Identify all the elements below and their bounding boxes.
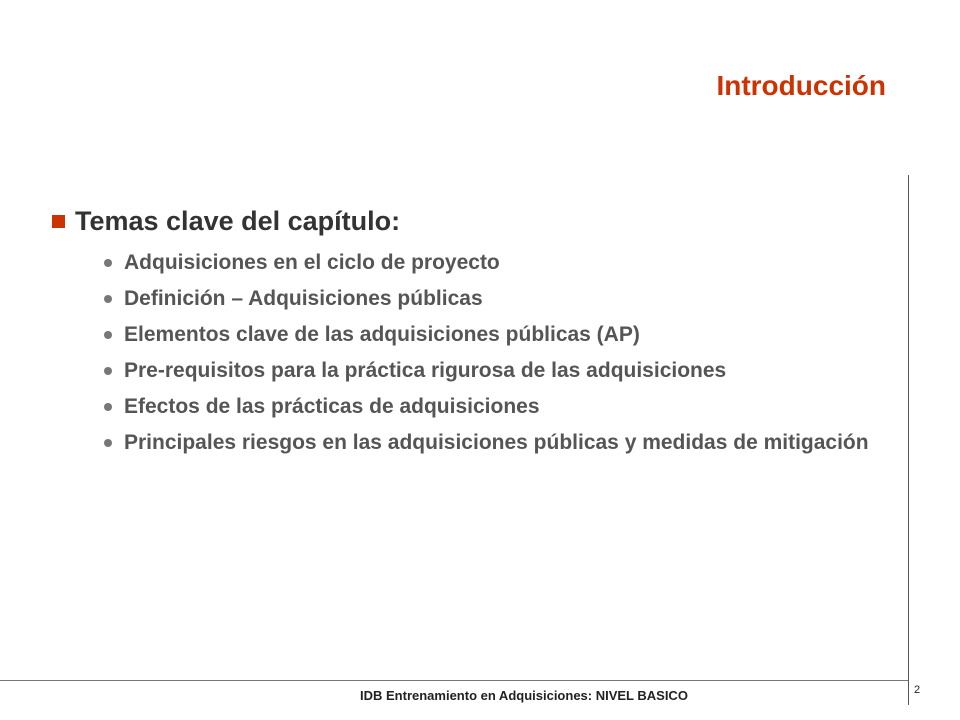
round-bullet-icon [104,403,112,411]
bullet-item [104,430,872,456]
page-number: 2 [914,684,921,696]
round-bullet-icon [104,439,112,447]
bullet-item [104,250,872,276]
bullet-text: Principales riesgos en las adquisiciones públicas y medidas de mitigación [124,431,869,454]
vertical-divider [908,175,909,705]
section-heading-text: Temas clave del capítulo: [75,206,401,236]
bullet-text: Adquisiciones en el ciclo de proyecto [124,251,500,274]
square-bullet-icon [52,215,65,228]
bullet-text: Efectos de las prácticas de adquisiciones [124,395,540,418]
bullet-text: Definición – Adquisiciones públicas [124,287,483,310]
footer-text: IDB Entrenamiento en Adquisiciones: NIVEL BASICO [360,688,688,703]
round-bullet-icon [104,331,112,339]
slide-title: Introducción [716,70,886,101]
round-bullet-icon [104,367,112,375]
bullet-list [104,250,872,466]
round-bullet-icon [104,259,112,267]
bullet-text: Pre-requisitos para la práctica rigurosa de las adquisiciones [124,359,727,382]
bullet-item [104,286,872,312]
bullet-item [104,358,872,384]
bullet-item [104,394,872,420]
bullet-text: Elementos clave de las adquisiciones públicas (AP) [124,323,640,346]
section-heading [52,206,400,237]
horizontal-divider [0,680,908,681]
round-bullet-icon [104,295,112,303]
bullet-item [104,322,872,348]
